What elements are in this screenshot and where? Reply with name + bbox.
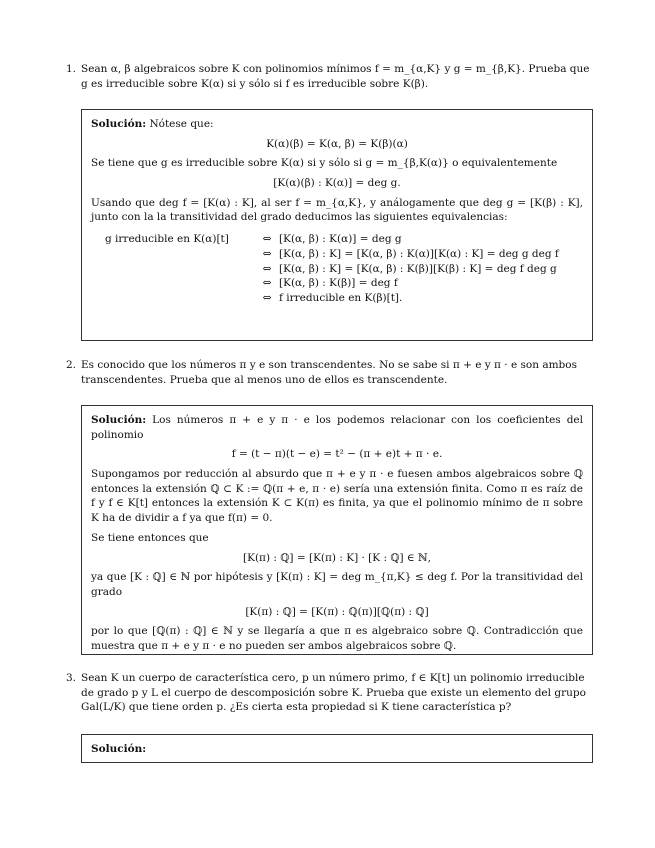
solution-paragraph: por lo que [ℚ(π) : ℚ] ∈ ℕ y se llegaría a que π es algebraico sobre ℚ. Contradicción que muestra que π + e y π · e no pueden ser ambos algebraicos sobre ℚ. — [91, 625, 583, 652]
solution-intro: Nótese que: — [149, 118, 214, 130]
chain-right: [K(α, β) : K] = [K(α, β) : K(α)][K(α) : K] = deg g deg f — [279, 247, 559, 260]
equivalence-chain — [105, 232, 583, 305]
problem-statement: Es conocido que los números π y e son transcendentes. No se sabe si π + e y π · e son ambos transcendentes. Prueba que al menos uno de ellos es transcendente. — [81, 359, 577, 386]
problem-number: 1. — [66, 63, 77, 75]
problem-statement: Sean α, β algebraicos sobre K con polinomios mínimos f = m_{α,K} y g = m_{β,K}. Prueba que g es irreducible sobre K(α) si y sólo si f es irreducible sobre K(β). — [81, 63, 590, 90]
chain-right: f irreducible en K(β)[t]. — [279, 291, 403, 304]
solution-box-1 — [81, 109, 593, 341]
chain-right: [K(α, β) : K] = [K(α, β) : K(β)][K(β) : K] = deg f deg g — [279, 262, 557, 275]
problem-number: 2. — [66, 359, 77, 371]
solution-paragraph: Supongamos por reducción al absurdo que π + e y π · e fuesen ambos algebraicos sobre ℚ entonces la extensión ℚ ⊂ K := ℚ(π + e, π · e) sería una extensión finita. Como π es raíz de f y f ∈ K[t] entonces la extensión K ⊂ K(π) es finita, ya que el polinomio mínimo de π sobre K ha de dividir a f ya que f(π) = 0. — [91, 468, 583, 525]
iff-symbol: ⇔ — [262, 262, 272, 275]
equation: [K(π) : ℚ] = [K(π) : ℚ(π)][ℚ(π) : ℚ] — [245, 605, 429, 618]
solution-intro: Los números π + e y π · e los podemos relacionar con los coeficientes del polinomio — [91, 414, 584, 441]
solution-paragraph: Se tiene entonces que — [91, 531, 209, 544]
problem-2 — [66, 358, 596, 387]
problem-1 — [66, 62, 596, 91]
chain-right: [K(α, β) : K(α)] = deg g — [279, 233, 402, 246]
equation: K(α)(β) = K(α, β) = K(β)(α) — [266, 137, 408, 150]
equation: f = (t − π)(t − e) = t² − (π + e)t + π · e. — [231, 448, 443, 461]
equation: [K(π) : ℚ] = [K(π) : K] · [K : ℚ] ∈ ℕ, — [243, 551, 431, 564]
solution-heading: Solución: — [91, 414, 147, 426]
solution-paragraph: ya que [K : ℚ] ∈ ℕ por hipótesis y [K(π) : K] = deg m_{π,K} ≤ deg f. Por la transitividad del grado — [91, 571, 583, 598]
chain-left — [105, 276, 255, 291]
solution-box-2 — [81, 405, 593, 655]
problem-number: 3. — [66, 672, 77, 684]
solution-paragraph: Usando que deg f = [K(α) : K], al ser f = m_{α,K}, y análogamente que deg g = [K(β) : K], junto con la la transitividad del grado deducimos las siguientes equivalencias: — [91, 196, 583, 224]
iff-symbol: ⇔ — [262, 277, 272, 290]
chain-left — [105, 291, 255, 306]
chain-left: g irreducible en K(α)[t] — [105, 233, 229, 246]
chain-left — [105, 247, 255, 262]
chain-left — [105, 262, 255, 277]
solution-heading: Solución: — [91, 118, 147, 130]
equation: [K(α)(β) : K(α)] = deg g. — [273, 177, 401, 190]
iff-symbol: ⇔ — [262, 291, 272, 304]
solution-box-3 — [81, 734, 593, 763]
solution-heading: Solución: — [91, 743, 147, 755]
chain-right: [K(α, β) : K(β)] = deg f — [279, 277, 398, 290]
problem-3 — [66, 671, 596, 715]
solution-paragraph: Se tiene que g es irreducible sobre K(α) si y sólo si g = m_{β,K(α)} o equivalentemente — [91, 157, 558, 170]
iff-symbol: ⇔ — [262, 233, 272, 246]
iff-symbol: ⇔ — [262, 247, 272, 260]
problem-statement: Sean K un cuerpo de característica cero, p un número primo, f ∈ K[t] un polinomio irreducible de grado p y L el cuerpo de descomposición sobre K. Prueba que existe un elemento del grupo Gal(L/K) que tiene orden p. ¿Es cierta esta propiedad si K tiene característica p? — [81, 672, 586, 714]
